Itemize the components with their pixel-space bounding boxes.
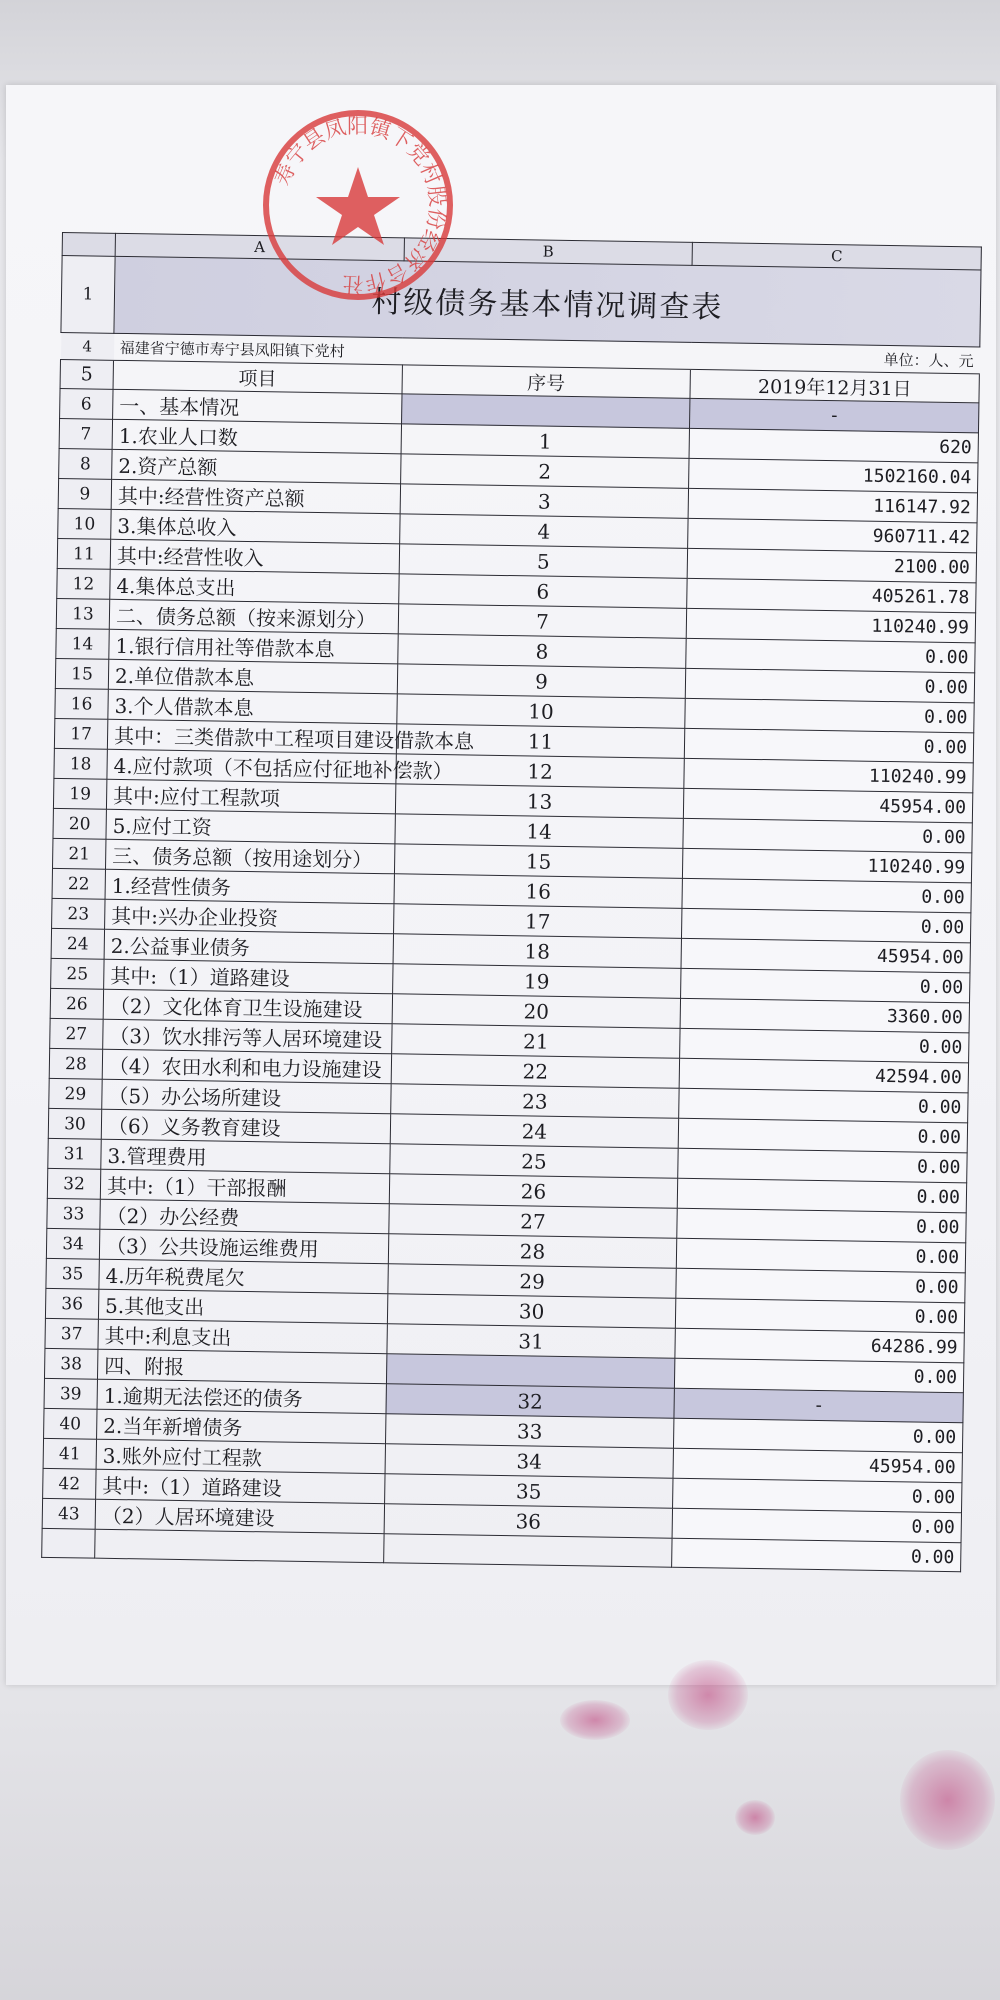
seq-cell: 15 xyxy=(394,844,683,879)
item-cell: 4.历年税费尾欠 xyxy=(99,1259,388,1294)
seq-cell: 34 xyxy=(385,1444,674,1479)
value-cell: 0.00 xyxy=(685,698,974,733)
item-cell: 1.银行信用社等借款本息 xyxy=(109,629,398,664)
value-cell: 0.00 xyxy=(678,1178,967,1213)
item-cell: （4）农田水利和电力设施建设 xyxy=(102,1049,391,1084)
value-cell: 45954.00 xyxy=(673,1448,962,1483)
value-cell: 0.00 xyxy=(682,878,971,913)
seq-cell: 32 xyxy=(386,1384,675,1419)
item-cell: 5.其他支出 xyxy=(98,1289,387,1324)
row-number: 31 xyxy=(48,1138,101,1169)
item-cell: 四、附报 xyxy=(97,1349,386,1384)
row-number: 10 xyxy=(58,508,111,539)
value-cell: 45954.00 xyxy=(681,938,970,973)
item-cell: 3.集体总收入 xyxy=(111,509,400,544)
seq-cell: 3 xyxy=(400,484,689,519)
item-cell: （3）公共设施运维费用 xyxy=(99,1229,388,1264)
column-c-header: C xyxy=(692,242,981,270)
seq-cell: 11 xyxy=(396,724,685,759)
seq-cell: 16 xyxy=(394,874,683,909)
seq-cell: 4 xyxy=(399,514,688,549)
value-cell: 0.00 xyxy=(686,668,975,703)
value-cell: 64286.99 xyxy=(675,1328,964,1363)
value-cell: 0.00 xyxy=(685,728,974,763)
row-number: 32 xyxy=(47,1168,100,1199)
item-cell: 1.经营性债务 xyxy=(105,869,394,904)
seq-cell: 9 xyxy=(397,664,686,699)
row-number: 22 xyxy=(52,868,105,899)
value-cell: - xyxy=(674,1388,963,1423)
seq-cell xyxy=(386,1354,675,1389)
seq-cell: 33 xyxy=(385,1414,674,1449)
row-number: 26 xyxy=(50,988,103,1019)
official-seal-stamp xyxy=(258,105,458,305)
seq-cell: 6 xyxy=(398,574,687,609)
row-number xyxy=(42,1528,95,1558)
location-text: 福建省宁德市寿宁县凤阳镇下党村 xyxy=(113,333,691,369)
item-cell: 其中:（1）干部报酬 xyxy=(100,1169,389,1204)
row-number: 43 xyxy=(42,1498,95,1529)
value-cell: 0.00 xyxy=(672,1508,961,1543)
row-number: 38 xyxy=(44,1348,97,1379)
seq-cell: 1 xyxy=(401,424,690,459)
value-cell: 0.00 xyxy=(675,1358,964,1393)
row-number: 8 xyxy=(59,448,112,479)
value-cell: 0.00 xyxy=(678,1118,967,1153)
item-cell: （5）办公场所建设 xyxy=(102,1079,391,1114)
row-number: 9 xyxy=(58,478,111,509)
row-number: 35 xyxy=(46,1258,99,1289)
row-number: 23 xyxy=(52,898,105,929)
item-cell: （6）义务教育建设 xyxy=(101,1109,390,1144)
value-cell: 110240.99 xyxy=(684,758,973,793)
value-cell: - xyxy=(690,398,979,433)
value-cell: 0.00 xyxy=(677,1208,966,1243)
row-number: 5 xyxy=(60,359,113,389)
item-cell: 3.账外应付工程款 xyxy=(96,1439,385,1474)
row-number: 27 xyxy=(50,1018,103,1049)
value-cell: 0.00 xyxy=(677,1238,966,1273)
row-number: 6 xyxy=(60,388,113,419)
row-number: 36 xyxy=(45,1288,98,1319)
item-cell: 5.应付工资 xyxy=(106,809,395,844)
seq-cell: 23 xyxy=(390,1084,679,1119)
value-cell: 0.00 xyxy=(672,1538,961,1572)
seq-cell: 22 xyxy=(391,1054,680,1089)
item-cell: （2）办公经费 xyxy=(100,1199,389,1234)
seq-cell: 31 xyxy=(387,1324,676,1359)
ink-smudge xyxy=(900,1750,995,1850)
value-cell: 0.00 xyxy=(686,638,975,673)
seq-cell: 20 xyxy=(392,994,681,1029)
row-number: 42 xyxy=(43,1468,96,1499)
seq-cell: 7 xyxy=(398,604,687,639)
page-title: 村级债务基本情况调查表 xyxy=(114,256,981,347)
column-a-header: A xyxy=(115,233,404,261)
ink-smudge xyxy=(668,1660,748,1730)
seq-cell: 35 xyxy=(384,1474,673,1509)
seq-cell: 5 xyxy=(399,544,688,579)
item-cell: 其中:应付工程款项 xyxy=(106,779,395,814)
item-cell: （2）文化体育卫生设施建设 xyxy=(103,989,392,1024)
value-cell: 0.00 xyxy=(674,1418,963,1453)
row-number: 34 xyxy=(46,1228,99,1259)
row-number: 17 xyxy=(54,718,107,749)
item-cell: 其中：三类借款中工程项目建设借款本息 xyxy=(107,719,396,754)
table-body xyxy=(42,388,979,1571)
seq-header: 序号 xyxy=(402,365,691,399)
row-number: 18 xyxy=(54,748,107,779)
value-cell: 45954.00 xyxy=(684,788,973,823)
seq-cell: 2 xyxy=(400,454,689,489)
value-cell: 620 xyxy=(689,428,978,463)
corner-cell xyxy=(62,233,115,257)
item-cell: （2）人居环境建设 xyxy=(95,1499,384,1534)
seq-cell: 10 xyxy=(396,694,685,729)
value-cell: 0.00 xyxy=(681,968,970,1003)
row-number: 16 xyxy=(55,688,108,719)
item-cell: 4.集体总支出 xyxy=(110,569,399,604)
seq-cell: 17 xyxy=(393,904,682,939)
item-cell: 3.管理费用 xyxy=(101,1139,390,1174)
item-cell: 其中:经营性收入 xyxy=(110,539,399,574)
seq-cell: 18 xyxy=(393,934,682,969)
value-cell: 110240.99 xyxy=(683,848,972,883)
item-cell: 其中:（1）道路建设 xyxy=(104,959,393,994)
row-number: 33 xyxy=(47,1198,100,1229)
seq-cell: 14 xyxy=(395,814,684,849)
item-cell: 2.资产总额 xyxy=(112,449,401,484)
value-cell: 0.00 xyxy=(676,1268,965,1303)
seq-cell: 24 xyxy=(390,1114,679,1149)
value-cell: 2100.00 xyxy=(687,548,976,583)
row-number: 15 xyxy=(55,658,108,689)
seq-cell: 26 xyxy=(389,1174,678,1209)
seq-cell: 12 xyxy=(396,754,685,789)
item-cell: （3）饮水排污等人居环境建设 xyxy=(103,1019,392,1054)
row-number: 40 xyxy=(44,1408,97,1439)
row-number: 20 xyxy=(53,808,106,839)
svg-text:寿宁县凤阳镇下党村股份经济合作社: 寿宁县凤阳镇下党村股份经济合作社 xyxy=(270,113,450,297)
item-cell: 2.单位借款本息 xyxy=(108,659,397,694)
debt-survey-table-wrapper xyxy=(41,232,982,1572)
value-cell: 0.00 xyxy=(683,818,972,853)
row-number: 39 xyxy=(44,1378,97,1409)
row-number: 19 xyxy=(53,778,106,809)
seq-cell: 21 xyxy=(391,1024,680,1059)
item-cell: 2.当年新增债务 xyxy=(97,1409,386,1444)
row-number: 25 xyxy=(51,958,104,989)
value-cell: 1502160.04 xyxy=(689,458,978,493)
unit-text: 单位：人、元 xyxy=(691,342,980,374)
item-cell: 一、基本情况 xyxy=(113,389,402,424)
row-number: 12 xyxy=(57,568,110,599)
seq-cell xyxy=(383,1534,672,1568)
value-cell: 0.00 xyxy=(673,1478,962,1513)
seq-cell: 27 xyxy=(388,1204,677,1239)
value-cell: 116147.92 xyxy=(688,488,977,523)
value-cell: 42594.00 xyxy=(679,1058,968,1093)
item-cell: 其中:利息支出 xyxy=(98,1319,387,1354)
value-cell: 0.00 xyxy=(679,1088,968,1123)
value-cell: 0.00 xyxy=(676,1298,965,1333)
item-cell xyxy=(95,1529,384,1563)
row-number: 7 xyxy=(59,418,112,449)
seq-cell: 28 xyxy=(388,1234,677,1269)
row-number: 24 xyxy=(51,928,104,959)
column-b-header: B xyxy=(404,238,693,266)
row-number: 28 xyxy=(49,1048,102,1079)
item-cell: 2.公益事业债务 xyxy=(104,929,393,964)
value-cell: 3360.00 xyxy=(680,998,969,1033)
row-number: 37 xyxy=(45,1318,98,1349)
ink-smudge xyxy=(735,1800,775,1835)
value-cell: 0.00 xyxy=(682,908,971,943)
row-number: 29 xyxy=(49,1078,102,1109)
seq-cell: 36 xyxy=(384,1504,673,1539)
item-cell: 三、债务总额（按用途划分） xyxy=(105,839,394,874)
value-cell: 405261.78 xyxy=(687,578,976,613)
row-number: 41 xyxy=(43,1438,96,1469)
item-cell: 1.农业人口数 xyxy=(112,419,401,454)
title-row xyxy=(61,256,981,347)
item-cell: 其中:兴办企业投资 xyxy=(105,899,394,934)
item-cell: 4.应付款项（不包括应付征地补偿款） xyxy=(107,749,396,784)
row-number: 21 xyxy=(53,838,106,869)
item-cell: 1.逾期无法偿还的债务 xyxy=(97,1379,386,1414)
row-number: 30 xyxy=(48,1108,101,1139)
seq-cell: 8 xyxy=(397,634,686,669)
debt-survey-table xyxy=(41,232,982,1572)
seq-cell: 30 xyxy=(387,1294,676,1329)
row-number: 11 xyxy=(57,538,110,569)
date-header: 2019年12月31日 xyxy=(690,369,979,403)
value-cell: 110240.99 xyxy=(687,608,976,643)
seq-cell: 13 xyxy=(395,784,684,819)
seq-cell xyxy=(401,394,690,429)
item-cell: 其中:经营性资产总额 xyxy=(111,479,400,514)
row-number: 1 xyxy=(61,256,115,334)
item-cell: 其中:（1）道路建设 xyxy=(96,1469,385,1504)
row-number: 14 xyxy=(56,628,109,659)
item-cell: 二、债务总额（按来源划分） xyxy=(109,599,398,634)
ink-smudge xyxy=(560,1700,630,1740)
value-cell: 0.00 xyxy=(680,1028,969,1063)
item-header: 项目 xyxy=(113,360,402,394)
seq-cell: 25 xyxy=(389,1144,678,1179)
seq-cell: 19 xyxy=(392,964,681,999)
item-cell: 3.个人借款本息 xyxy=(108,689,397,724)
value-cell: 960711.42 xyxy=(688,518,977,553)
seq-cell: 29 xyxy=(388,1264,677,1299)
row-number: 13 xyxy=(56,598,109,629)
row-number: 4 xyxy=(60,332,113,360)
value-cell: 0.00 xyxy=(678,1148,967,1183)
